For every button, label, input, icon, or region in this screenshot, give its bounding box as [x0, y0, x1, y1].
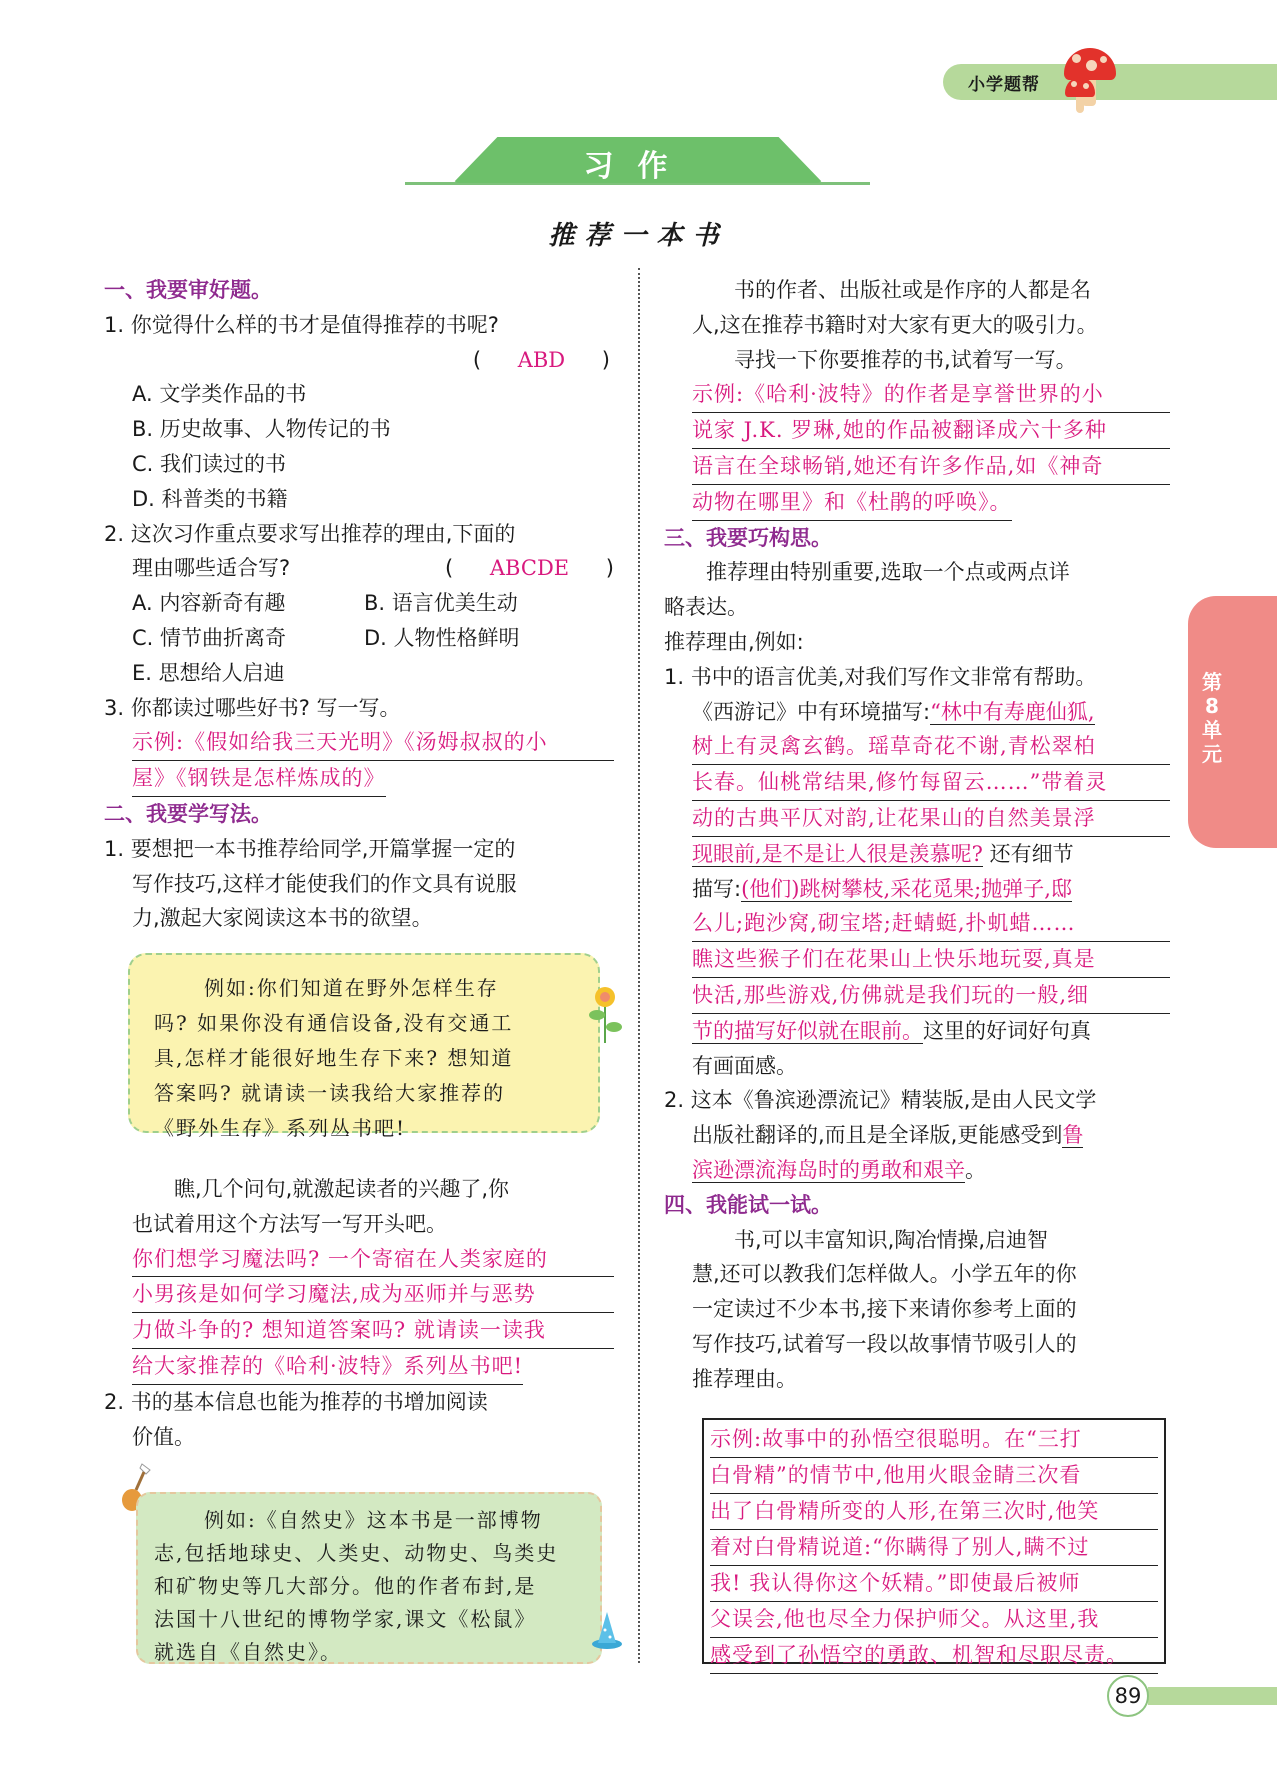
- reason-1-quote[interactable]: 树上有灵禽玄鹤。瑶草奇花不谢,青松翠柏 长春。仙桃常结果,修竹每留云……”带着灵 动的古典平仄对韵,让花果山的自然美景浮: [664, 729, 1170, 836]
- page-footer-bar: [1148, 1687, 1277, 1705]
- paragraph-line: 力,激起大家阅读这本书的欲望。: [132, 906, 433, 931]
- paragraph-line: 价值。: [132, 1424, 195, 1449]
- section-banner: [405, 135, 870, 185]
- option-row: [104, 586, 614, 621]
- answer-line: 屋》《钢铁是怎样炼成的》: [132, 761, 386, 797]
- paragraph-line: 写作技巧,这样才能使我们的作文具有说服: [132, 871, 517, 896]
- paragraph-line: 2. 书的基本信息也能为推荐的书增加阅读: [104, 1389, 488, 1414]
- left-column: [104, 273, 614, 936]
- option: A. 内容新奇有趣: [132, 591, 286, 616]
- question-3-answer[interactable]: [104, 725, 614, 797]
- question-1: 1. 你觉得什么样的书才是值得推荐的书呢?: [104, 312, 499, 337]
- reason-1-line: 节的描写好似就在眼前。这里的好词好句真: [692, 1018, 1091, 1043]
- reason-1-line: 现眼前,是不是让人很是羡慕呢? 还有细节: [692, 841, 1074, 866]
- paragraph-line: 推荐理由特别重要,选取一个点或两点详: [706, 560, 1070, 585]
- answer-line: 我! 我认得你这个妖精。”即使最后被师: [710, 1566, 1158, 1602]
- question-1-answer[interactable]: ABD: [517, 347, 566, 372]
- paragraph-line: 一定读过不少本书,接下来请你参考上面的: [692, 1297, 1077, 1322]
- answer-line: 你们想学习魔法吗? 一个寄宿在人类家庭的: [132, 1242, 614, 1278]
- reason-1-detail[interactable]: 么儿;跑沙窝,砌宝塔;赶蜻蜓,扑虮蜡…… 瞧这些猴子们在花果山上快乐地玩耍,真是 快活,那些游戏,仿佛就是我们玩的一般,细: [664, 906, 1170, 1013]
- answer-line: 示例:故事中的孙悟空很聪明。在“三打: [710, 1422, 1158, 1458]
- brand-label: 小学题帮: [968, 75, 1040, 95]
- section-heading-2: 二、我要学写法。: [104, 801, 272, 826]
- answer-line: 出了白骨精所变的人形,在第三次时,他笑: [710, 1494, 1158, 1530]
- question-3: 3. 你都读过哪些好书? 写一写。: [104, 695, 401, 720]
- section-heading-4: 四、我能试一试。: [664, 1192, 832, 1217]
- paragraph-line: 也试着用这个方法写一写开头吧。: [132, 1211, 447, 1236]
- reason-2-line: 滨逊漂流海岛时的勇敢和艰辛。: [692, 1157, 986, 1182]
- answer-line: 给大家推荐的《哈利·波特》系列丛书吧!: [132, 1349, 523, 1385]
- paragraph-line: 书的作者、出版社或是作序的人都是名: [734, 278, 1091, 302]
- page-title: 推荐一本书: [548, 221, 729, 251]
- answer-line: 感受到了孙悟空的勇敢、机智和尽职尽责。: [710, 1638, 1158, 1674]
- paragraph-line: 寻找一下你要推荐的书,试着写一写。: [734, 347, 1077, 372]
- section-heading-1: 一、我要审好题。: [104, 278, 272, 302]
- option: B. 历史故事、人物传记的书: [132, 417, 391, 442]
- page-number: 89: [1107, 1675, 1149, 1717]
- story-answer-box[interactable]: [702, 1418, 1166, 1667]
- paragraph-line: 推荐理由。: [692, 1366, 797, 1391]
- reason-2: 2. 这本《鲁滨逊漂流记》精装版,是由人民文学: [664, 1088, 1097, 1113]
- right-column: [664, 273, 1170, 1397]
- reason-1: 1. 书中的语言优美,对我们写作文非常有帮助。: [664, 664, 1097, 689]
- option: D. 科普类的书籍: [132, 486, 288, 511]
- option-row: [104, 621, 614, 656]
- question-2-answer[interactable]: ABCDE: [489, 556, 570, 581]
- example-note-wilderness: 例如:你们知道在野外怎样生存 吗? 如果你没有通信设备,没有交通工 具,怎样才能很好地生存下来? 想知道 答案吗? 就请读一读我给大家推荐的 《野外生存》系列丛书吧!: [128, 953, 600, 1133]
- opening-answer[interactable]: [104, 1242, 614, 1385]
- small-mushroom-icon: [1063, 75, 1097, 113]
- question-2-line-2: 理由哪些适合写? ( ABCDE ): [132, 556, 614, 581]
- answer-line: 说家 J.K. 罗琳,她的作品被翻译成六十多种: [692, 413, 1170, 449]
- option: C. 情节曲折离奇: [132, 625, 287, 650]
- paragraph-line: 写作技巧,试着写一段以故事情节吸引人的: [692, 1331, 1077, 1356]
- option: C. 我们读过的书: [132, 451, 287, 476]
- wizard-hat-icon: [590, 1610, 624, 1650]
- answer-line: 着对白骨精说道:“你瞒得了别人,瞒不过: [710, 1530, 1158, 1566]
- reason-1-line: 描写:(他们)跳树攀枝,采花觅果;抛弹子,邸: [692, 876, 1072, 901]
- paragraph-line: 1. 要想把一本书推荐给同学,开篇掌握一定的: [104, 836, 516, 861]
- paragraph-line: 慧,还可以教我们怎样做人。小学五年的你: [692, 1262, 1077, 1287]
- answer-line: 力做斗争的? 想知道答案吗? 就请读一读我: [132, 1313, 614, 1349]
- answer-line: 小男孩是如何学习魔法,成为巫师并与恶势: [132, 1277, 614, 1313]
- answer-line: 示例:《哈利·波特》的作者是享誉世界的小: [692, 377, 1170, 413]
- question-1-answer-line: ( ABD ): [472, 347, 610, 372]
- answer-line: 动物在哪里》和《杜鹃的呼唤》。: [692, 485, 1012, 521]
- question-2: 2. 这次习作重点要求写出推荐的理由,下面的: [104, 521, 516, 546]
- option: B. 语言优美生动: [364, 591, 518, 616]
- paragraph-line: 推荐理由,例如:: [664, 629, 804, 654]
- paragraph-line: 书,可以丰富知识,陶冶情操,启迪智: [734, 1227, 1049, 1252]
- unit-tab-label: 第 8 单 元: [1202, 670, 1222, 766]
- section-heading-3: 三、我要巧构思。: [664, 525, 832, 550]
- answer-line: 示例:《假如给我三天光明》《汤姆叔叔的小: [132, 725, 614, 761]
- left-column-lower: [104, 1172, 614, 1454]
- column-divider: [638, 268, 640, 1663]
- reason-2-line: 出版社翻译的,而且是全译版,更能感受到鲁: [692, 1123, 1084, 1148]
- example-note-natural-history: 例如:《自然史》这本书是一部博物 志,包括地球史、人类史、动物史、鸟类史 和矿物史等几大部分。他的作者布封,是 法国十八世纪的博物学家,课文《松鼠》 就选自《自然史》。: [136, 1492, 602, 1664]
- paragraph-line: 有画面感。: [692, 1053, 797, 1078]
- answer-line: 白骨精”的情节中,他用火眼金睛三次看: [710, 1458, 1158, 1494]
- option: E. 思想给人启迪: [132, 660, 285, 685]
- paragraph-line: 人,这在推荐书籍时对大家有更大的吸引力。: [692, 312, 1098, 337]
- answer-line: 语言在全球畅销,她还有许多作品,如《神奇: [692, 449, 1170, 485]
- paragraph-line: 瞧,几个问句,就激起读者的兴趣了,你: [174, 1177, 510, 1201]
- answer-line: 父误会,他也尽全力保护师父。从这里,我: [710, 1602, 1158, 1638]
- section-banner-label: 习作: [583, 149, 692, 184]
- reason-1-line: 《西游记》中有环境描写:“林中有寿鹿仙狐,: [692, 699, 1095, 724]
- option: D. 人物性格鲜明: [364, 625, 520, 650]
- author-answer[interactable]: [664, 377, 1170, 520]
- sunflower-icon: [587, 985, 623, 1045]
- paragraph-line: 略表达。: [664, 595, 748, 620]
- option: A. 文学类作品的书: [132, 382, 307, 407]
